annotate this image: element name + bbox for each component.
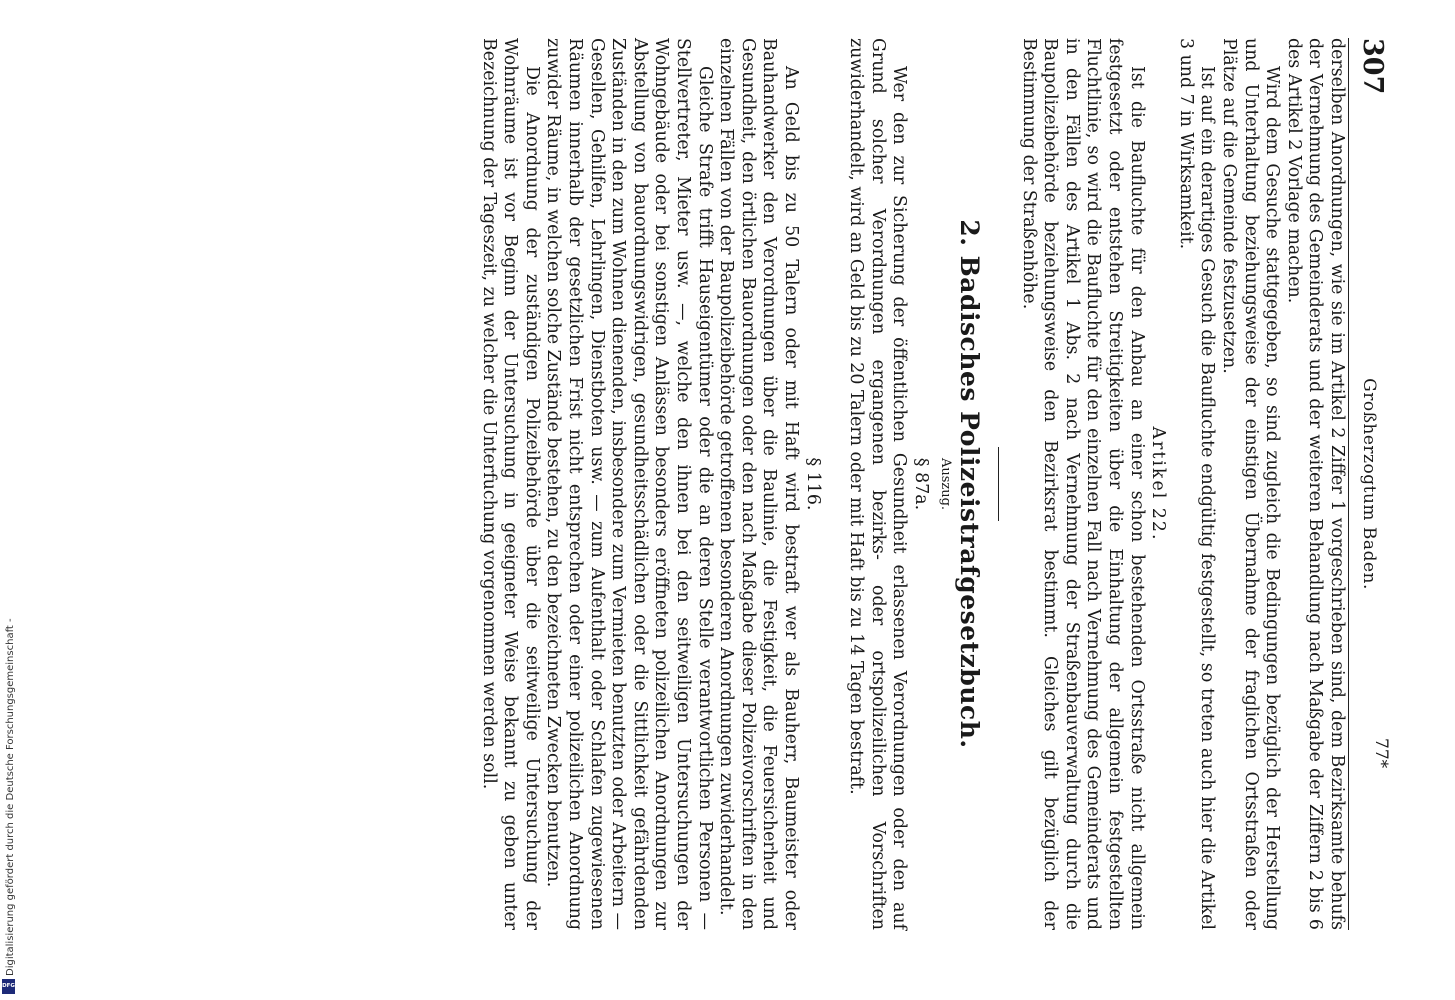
section-text: Gleiche Strafe trifft Hauseigentümer oder die an deren Stelle verantwortlichen Personen — Stellvertreter, Mieter usw. —, welche den ihnen bei den seitweiligen Untersuchungen der Wohngebäude oder bei sonstigen Anlässen besonders eröffneten polizeilichen Anordnungen zur Abstellung von bauordnungswidrigen, gesundheitsschädlichen oder die Sittlichkeit gefährdenden Zuständen in den zum Wohnen dienenden, insbesondere zum Vermieten benutzten oder Arbeitern — Gesellen, Gehilfen, Lehrlingen, Dienstboten usw. — zum Aufenthalt oder Schlafen zugewiesenen Räumen innerhalb der gesetzlichen Frist nicht entsprechen oder einer polizeilichen Anordnung zuwider Räume, in welchen solche Zustände bestehen, zu den bezeichneten Zwecken benutzen.: [543, 38, 715, 930]
paragraph-continuation: derselben Anordnungen, wie sie im Artikel 2 Ziffer 1 vorgeschrieben sind, dem Bezirksamte behufs der Vernehmung des Gemeinderats und der weiteren Behandlung nach Maßgabe der Ziffern 2 bis 6 des Artikel 2 Vorlage machen.: [1283, 38, 1347, 930]
law-title: 2. Badisches Polizeistrafgesetzbuch.: [955, 219, 985, 749]
article-text: Ist die Baufluchte für den Anbau an einer schon bestehenden Ortsstraße nicht allgemein festgesetzt oder entstehen Streitigkeiten über die Einhaltung der allgemein festgestellten Fluchtlinie, so wird die Baufluchte für den einzelnen Fall nach Vernehmung des Gemeinderats und in den Fällen des Artikel 1 Abs. 2 nach Vernehmung der Straßenbauverwaltung durch die Baupolizeibehörde beziehungsweise den Bezirksrat bestimmt. Gleiches gilt bezüglich der Bestimmung der Straßenhöhe.: [1018, 38, 1147, 930]
section-text: An Geld bis zu 50 Talern oder mit Haft wird bestraft wer als Bauherr, Baumeister oder Bauhandwerker den Verordnungen über die Baulinie, die Festigkeit, die Feuersicherheit und Gesundheit, den örtlichen Bauordnungen oder den nach Maßgabe dieser Polizeivorschriften in den einzelnen Fällen von der Baupolizeibehörde getroffenen besonderen Anordnungen zuwiderhandelt.: [716, 38, 801, 930]
page-number: 307: [1357, 38, 1388, 95]
paragraph: Wird dem Gesuche stattgegeben, so sind zugleich die Bedingungen bezüglich der Herstellung und Unterhaltung beziehungsweise der einstigen Übernahme der fraglichen Ortsstraßen oder Plätze auf die Gemeinde festzusetzen.: [1219, 38, 1283, 930]
printer-signature: 77*: [1371, 738, 1391, 769]
section-text: Wer den zur Sicherung der öffentlichen Gesundheit erlassenen Verordnungen oder den auf Grund solcher Verordnungen ergangenen bezirks- oder ortspolizeilichen Vorschriften zuwiderhandelt, wird an Geld bis zu 20 Talern oder mit Haft bis zu 14 Tagen bestraft.: [846, 38, 910, 930]
page-header: [1347, 38, 1388, 930]
header-rule: [1348, 38, 1349, 930]
section-heading: § 116.: [802, 457, 823, 511]
credit-text: Digitalisierung gefördert durch die Deutsche Forschungsgemeinschaft -: [5, 618, 16, 976]
section-divider: [998, 447, 999, 521]
section-text: Die Anordnung der zuständigen Polizeibehörde über die seitweilige Untersuchung der Wohnräume ist vor Beginn der Untersuchung in geeigneter Weise bekannt zu geben unter Bezeichnung der Tageszeit, zu welcher die Unterfuchung vorgenommen werden soll.: [478, 38, 542, 930]
dfg-logo-icon: DFG: [2, 979, 15, 994]
article-heading: Artikel 22.: [1148, 426, 1169, 542]
section-heading: § 87a.: [910, 457, 931, 511]
page-content: [477, 38, 1388, 930]
running-head: Großherzogtum Baden.: [1359, 378, 1379, 590]
paragraph: Ist auf ein derartiges Gesuch die Baufluchte endgültig festgestellt, so treten auch hier die Artikel 3 und 7 in Wirksamkeit.: [1175, 38, 1218, 930]
law-subtitle: Auszug.: [938, 457, 954, 511]
digitization-credit: [0, 600, 20, 1000]
